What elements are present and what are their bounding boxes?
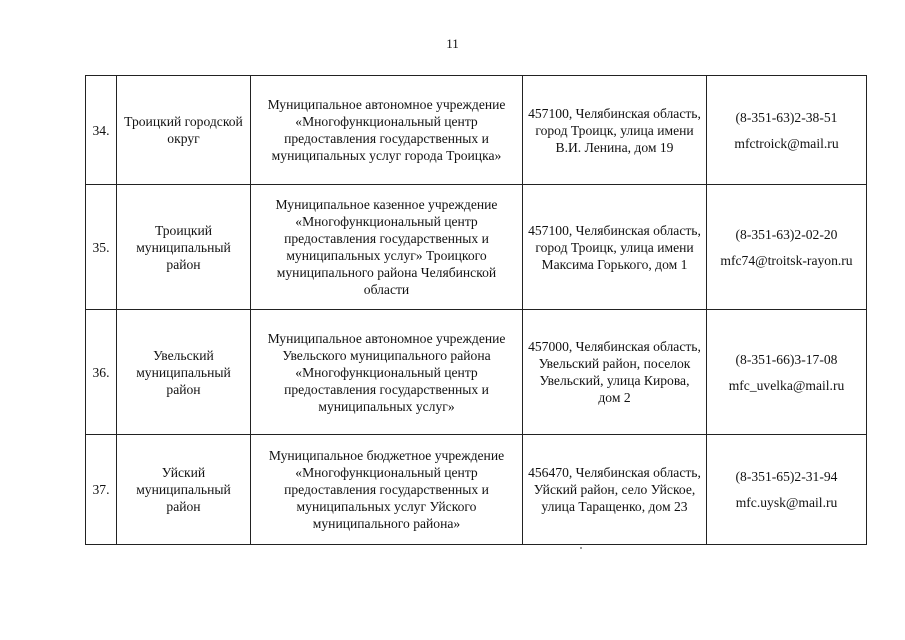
table-row bbox=[86, 435, 867, 545]
table-row bbox=[86, 76, 867, 185]
email: mfc.uysk@mail.ru bbox=[735, 495, 838, 510]
row-number: 36. bbox=[86, 310, 117, 435]
scan-speck bbox=[580, 547, 582, 549]
contacts-cell bbox=[707, 435, 867, 545]
row-number: 35. bbox=[86, 185, 117, 310]
address-cell: 457000, Челябинская область, Увельский район, поселок Увельский, улица Кирова, дом 2 bbox=[523, 310, 707, 435]
table-row bbox=[86, 185, 867, 310]
mfc-table bbox=[85, 75, 867, 545]
phone: (8-351-65)2-31-94 bbox=[735, 469, 838, 484]
district-cell: Уйский муниципальный район bbox=[117, 435, 251, 545]
contacts-cell bbox=[707, 310, 867, 435]
contacts-cell bbox=[707, 76, 867, 185]
district-cell: Троицкий муниципальный район bbox=[117, 185, 251, 310]
email: mfctroick@mail.ru bbox=[734, 135, 839, 151]
organization-cell: Муниципальное казенное учреждение «Многофункциональный центр предоставления государственных и муниципальных услуг» Троицкого муниципального района Челябинской области bbox=[251, 185, 523, 310]
organization-cell: Муниципальное автономное учреждение «Многофункциональный центр предоставления государственных и муниципальных услуг города Троицка» bbox=[251, 76, 523, 185]
district-cell: Троицкий городской округ bbox=[117, 76, 251, 185]
row-number: 34. bbox=[86, 76, 117, 185]
email: mfc74@troitsk-rayon.ru bbox=[720, 252, 853, 268]
organization-cell: Муниципальное бюджетное учреждение «Многофункциональный центр предоставления государственных и муниципальных услуг Уйского муниципального района» bbox=[251, 435, 523, 545]
address-cell: 457100, Челябинская область, город Троицк, улица имени В.И. Ленина, дом 19 bbox=[523, 76, 707, 185]
organization-cell: Муниципальное автономное учреждение Увельского муниципального района «Многофункциональный центр предоставления государственных и муниципальных услуг» bbox=[251, 310, 523, 435]
page-number: 11 bbox=[446, 36, 459, 51]
address-cell: 456470, Челябинская область, Уйский район, село Уйское, улица Таращенко, дом 23 bbox=[523, 435, 707, 545]
district-cell: Увельский муниципальный район bbox=[117, 310, 251, 435]
table-row bbox=[86, 310, 867, 435]
email: mfc_uvelka@mail.ru bbox=[728, 377, 845, 393]
phone: (8-351-66)3-17-08 bbox=[735, 351, 838, 367]
contacts-cell bbox=[707, 185, 867, 310]
address-cell: 457100, Челябинская область, город Троицк, улица имени Максима Горького, дом 1 bbox=[523, 185, 707, 310]
phone: (8-351-63)2-02-20 bbox=[735, 226, 838, 242]
row-number: 37. bbox=[86, 435, 117, 545]
phone: (8-351-63)2-38-51 bbox=[735, 109, 838, 125]
